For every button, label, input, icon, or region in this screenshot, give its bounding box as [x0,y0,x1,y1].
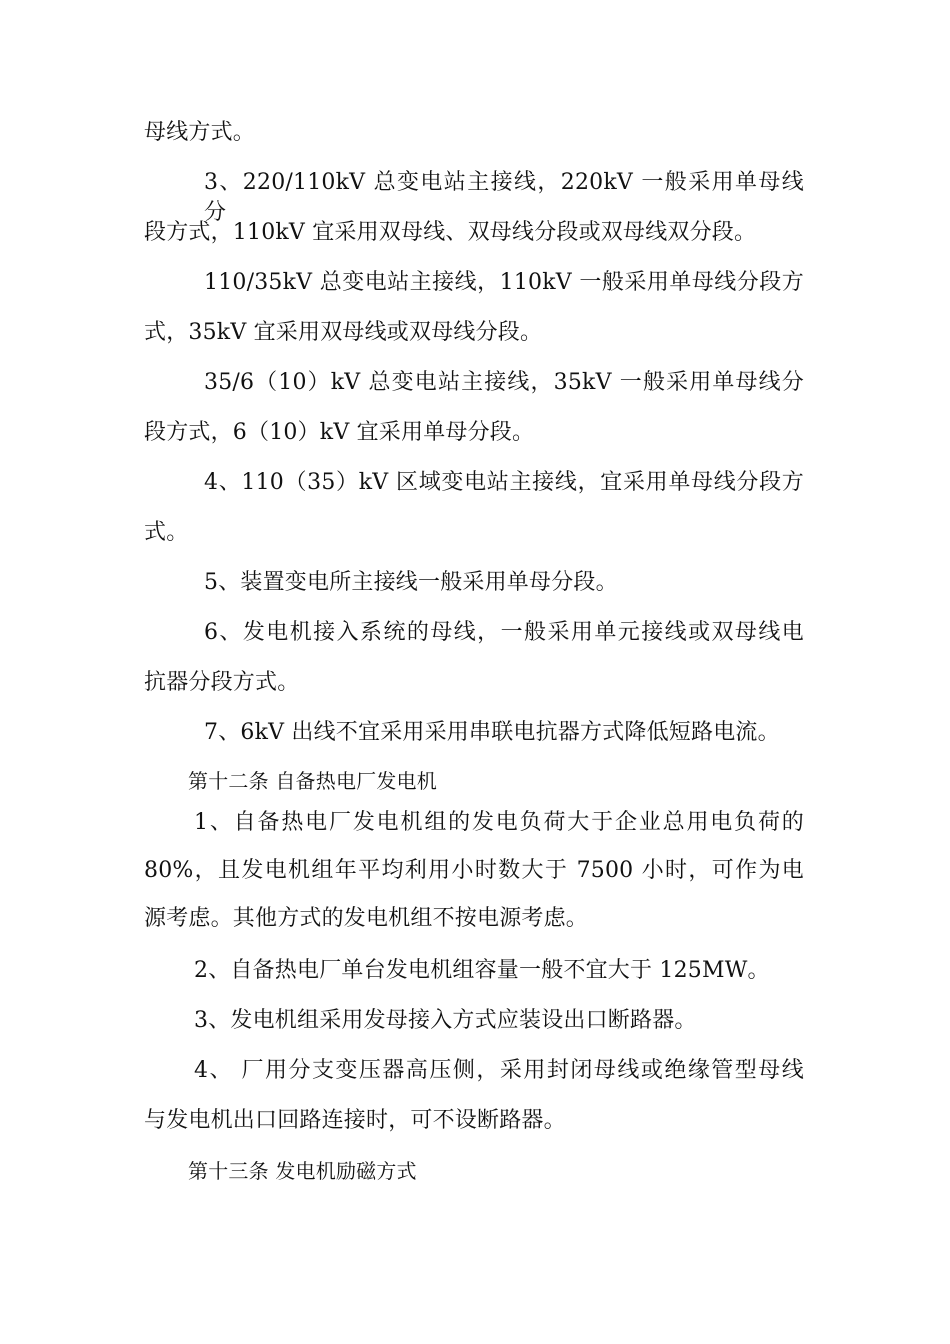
text-line: 3、发电机组采用发母接入方式应装设出口断路器。 [194,1008,697,1033]
text-line: 7、6kV 出线不宜采用采用串联电抗器方式降低短路电流。 [204,720,780,745]
text-line: 与发电机出口回路连接时，可不设断路器。 [144,1108,566,1133]
text-line: 母线方式。 [144,120,256,145]
text-line: 4、110（35）kV 区域变电站主接线，宜采用单母线分段方 [204,470,804,495]
text-line: 3、220/110kV 总变电站主接线，220kV 一般采用单母线分 [204,170,804,225]
section-heading: 第十三条 发电机励磁方式 [188,1159,417,1183]
text-line: 式。 [144,520,189,545]
text-line: 80%，且发电机组年平均利用小时数大于 7500 小时，可作为电 [144,858,804,883]
text-line: 2、自备热电厂单台发电机组容量一般不宜大于 125MW。 [194,958,770,983]
text-line: 1、自备热电厂发电机组的发电负荷大于企业总用电负荷的 [194,810,804,835]
section-heading: 第十二条 自备热电厂发电机 [188,769,437,793]
text-line: 抗器分段方式。 [144,670,300,695]
text-line: 源考虑。其他方式的发电机组不按电源考虑。 [144,906,589,931]
text-line: 段方式，6（10）kV 宜采用单母分段。 [144,420,535,445]
text-line: 6、发电机接入系统的母线，一般采用单元接线或双母线电 [204,620,804,645]
text-line: 35/6（10）kV 总变电站主接线，35kV 一般采用单母线分 [204,370,804,395]
text-line: 5、装置变电所主接线一般采用单母分段。 [204,570,618,595]
text-line: 4、 厂用分支变压器高压侧，采用封闭母线或绝缘管型母线 [194,1058,804,1083]
text-line: 式，35kV 宜采用双母线或双母线分段。 [144,320,543,345]
text-line: 段方式，110kV 宜采用双母线、双母线分段或双母线双分段。 [144,220,757,245]
text-line: 110/35kV 总变电站主接线，110kV 一般采用单母线分段方 [204,270,804,295]
